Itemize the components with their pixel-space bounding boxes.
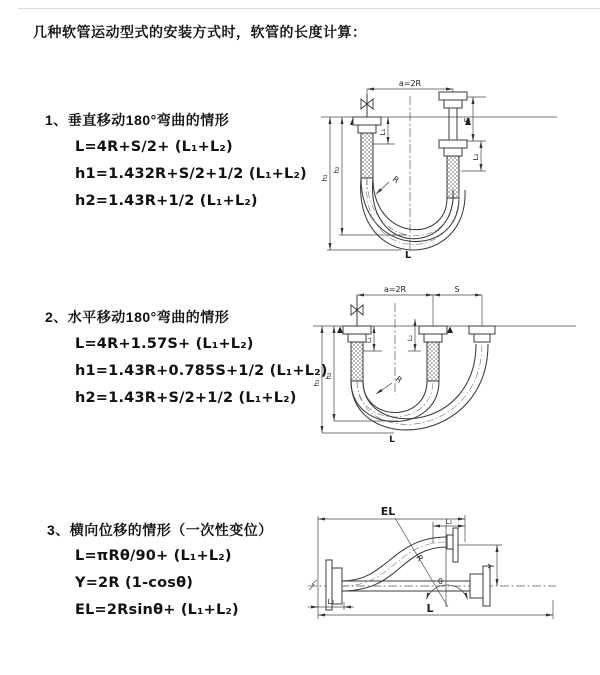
dimension-a2r (357, 285, 482, 326)
radius-label: R (390, 174, 401, 186)
section-1-heading: 1、垂直移动180°弯曲的情形 (45, 112, 230, 128)
shifted-hose-fitting (469, 326, 495, 342)
dim-label-l2: L₂ (472, 153, 480, 161)
length-label: L (404, 250, 412, 261)
length-label: L (389, 435, 395, 445)
left-hose-fitting (353, 117, 381, 178)
dimension-l2 (406, 319, 421, 351)
section-3-heading: 3、横向位移的情形（一次性变位） (47, 522, 273, 538)
dim-label-l1: L₁ (445, 518, 453, 526)
section-3-formula-Y: Y=2R (1-cosθ) (75, 575, 194, 591)
radius-leader (376, 174, 401, 194)
radius-label: R (393, 374, 404, 386)
lower-right-flange (470, 566, 490, 606)
dim-label-y: Y (487, 563, 496, 569)
middle-hose-fitting (419, 326, 447, 381)
dim-label-h2: h₂ (325, 372, 333, 380)
angle-label: θ (438, 577, 443, 586)
section-1-formula-h1: h1=1.432R+S/2+1/2 (L₁+L₂) (75, 166, 307, 182)
upper-right-flange (447, 528, 458, 562)
section-2-formula-h1: h1=1.43R+0.785S+1/2 (L₁+L₂) (75, 363, 328, 379)
length-label: L (426, 602, 434, 615)
diagram-3-svg (300, 502, 600, 624)
dim-label-a2r: a=2R (398, 79, 422, 88)
diagram-vertical-180-bend (315, 78, 587, 260)
valve-icon (351, 295, 363, 326)
section-2-formula-h2: h2=1.43R+S/2+1/2 (L₁+L₂) (75, 390, 297, 406)
right-hose-fitting (439, 92, 467, 198)
section-1-formula-L: L=4R+S/2+ (L₁+L₂) (75, 139, 233, 155)
centerline-break-mark (309, 580, 317, 590)
dim-label-l2: L₂ (406, 334, 414, 342)
u-bend-hose-shifted (351, 344, 488, 430)
diagram-2-svg (308, 283, 595, 451)
dim-label-h1: h₁ (313, 379, 321, 387)
page-title: 几种软管运动型式的安装方式时，软管的长度计算： (33, 24, 367, 40)
section-3-formula-EL: EL=2Rsinθ+ (L₁+L₂) (75, 602, 239, 618)
radius-line (395, 518, 448, 607)
dim-label-h1: h₁ (321, 174, 329, 182)
radius-leader (376, 374, 404, 394)
radius-label: R (414, 553, 425, 563)
dim-label-s: S (454, 285, 460, 294)
dimension-l (318, 600, 553, 619)
diagram-lateral-displacement (300, 502, 600, 624)
s-curve-hose-shifted (342, 537, 447, 591)
section-1-formula-h2: h2=1.43R+1/2 (L₁+L₂) (75, 193, 258, 209)
page-edge-line (18, 8, 600, 9)
section-2-formula-L: L=4R+1.57S+ (L₁+L₂) (75, 336, 254, 352)
diagram-1-svg (315, 78, 587, 260)
section-3-formula-L: L=πRθ/90+ (L₁+L₂) (75, 548, 232, 564)
dim-label-el: EL (380, 505, 396, 518)
dim-label-s: S (463, 117, 472, 123)
dimension-s (461, 97, 486, 171)
valve-icon (361, 94, 373, 117)
dim-label-l2: L₂ (327, 598, 335, 606)
left-hose-fitting (343, 326, 371, 381)
diagram-horizontal-180-bend (308, 283, 595, 451)
dim-label-l1: L₁ (365, 336, 373, 344)
dim-label-a2r: a=2R (383, 285, 407, 294)
dim-label-l1: L₁ (379, 128, 387, 136)
dim-label-h2: h₂ (333, 166, 341, 174)
section-2-heading: 2、水平移动180°弯曲的情形 (45, 309, 230, 325)
